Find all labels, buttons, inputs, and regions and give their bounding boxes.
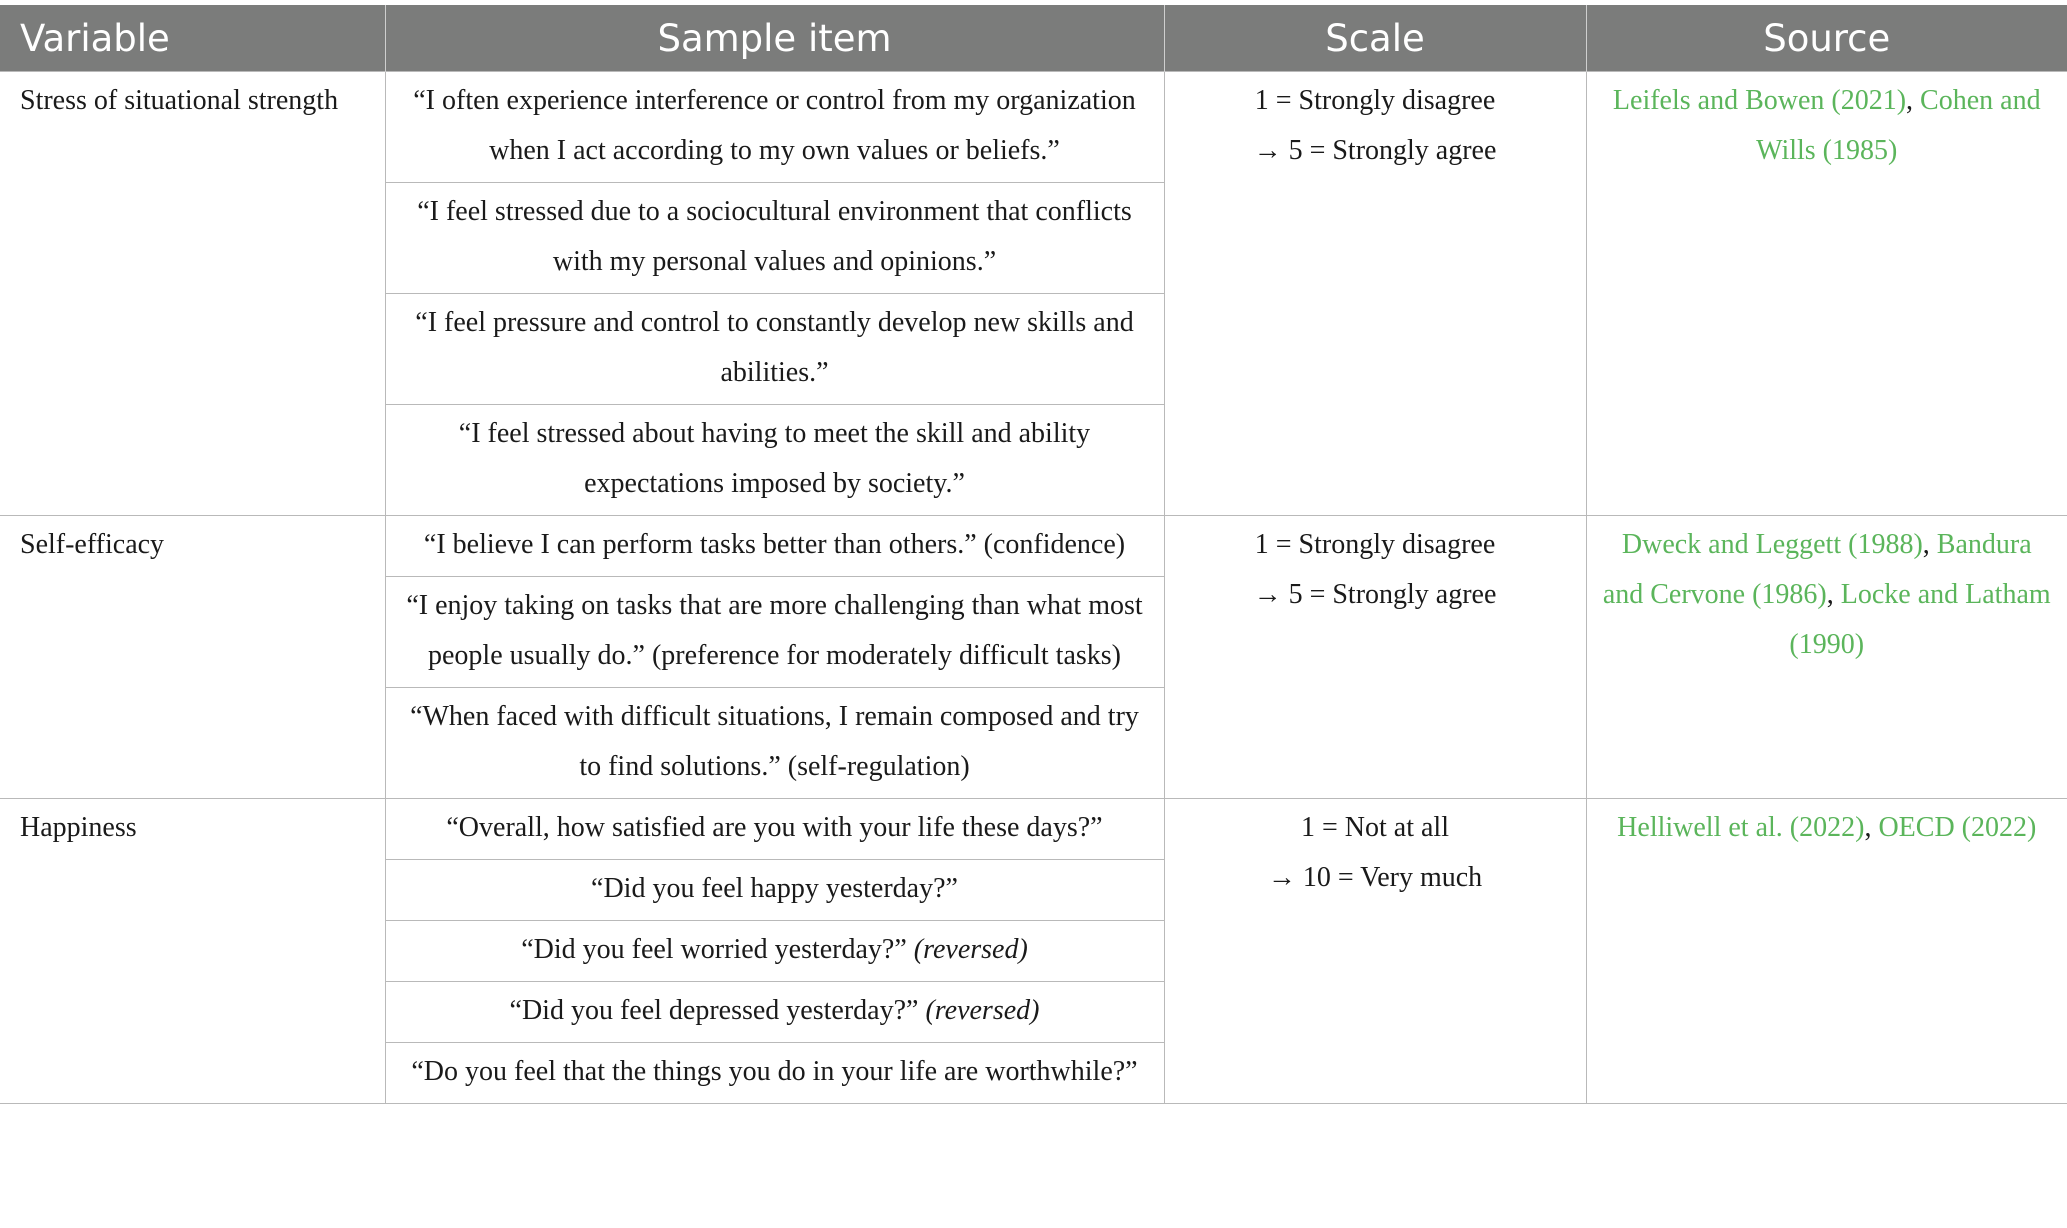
measures-table [0,5,2067,1104]
source-cell [1586,516,2067,799]
scale-cell [1164,72,1586,516]
header-source: Source [1586,5,2067,72]
source-cell [1586,799,2067,1104]
header-row [0,5,2067,72]
table-header [0,5,2067,72]
scale-min: 1 = Strongly disagree [1254,85,1496,116]
sample-item-text: “When faced with difficult situations, I remain composed and try to find solutions.” (self-regulation) [410,701,1139,782]
reference-link[interactable]: Helliwell et al. (2022) [1617,812,1865,843]
scale-max: → 10 = Very much [1267,862,1483,893]
reference-link[interactable]: Bandura and Cervone (1986) [1602,529,2032,610]
sample-item-cell [385,799,1164,860]
table-row [0,516,2067,577]
table-row [0,799,2067,860]
sample-item-cell [385,577,1164,688]
reversed-note: (reversed) [925,995,1040,1026]
sample-item-text: “I feel pressure and control to constantly develop new skills and abilities.” [415,307,1134,388]
sample-item-text: “Did you feel worried yesterday?” [521,934,907,965]
sample-item-cell [385,516,1164,577]
reference-link[interactable]: OECD (2022) [1878,812,2037,843]
scale-min: 1 = Not at all [1301,812,1449,843]
variable-cell: Stress of situational strength [0,72,385,516]
scale-max: → 5 = Strongly agree [1253,135,1497,166]
sample-item-text: “I feel stressed about having to meet the skill and ability expectations imposed by society.” [458,418,1091,499]
reference-separator: , [1906,85,1921,116]
sample-item-cell [385,688,1164,799]
sample-item-cell [385,860,1164,921]
reference-separator: , [1922,529,1937,560]
measures-table-container [0,5,2067,1104]
reference-separator: , [1864,812,1879,843]
table-row [0,72,2067,183]
reference-link[interactable]: Locke and Latham (1990) [1789,579,2051,660]
sample-item-cell [385,982,1164,1043]
sample-item-text: “Do you feel that the things you do in your life are worthwhile?” [411,1056,1138,1087]
header-sample-item: Sample item [385,5,1164,72]
variable-cell: Self-efficacy [0,516,385,799]
sample-item-text: “I believe I can perform tasks better than others.” (confidence) [423,529,1126,560]
scale-cell [1164,516,1586,799]
sample-item-cell [385,921,1164,982]
sample-item-cell [385,294,1164,405]
sample-item-cell [385,405,1164,516]
scale-min: 1 = Strongly disagree [1254,529,1496,560]
source-cell [1586,72,2067,516]
reference-separator: , [1826,579,1841,610]
scale-max: → 5 = Strongly agree [1253,579,1497,610]
header-variable: Variable [0,5,385,72]
sample-item-text: “Did you feel happy yesterday?” [591,873,958,904]
scale-cell [1164,799,1586,1104]
table-body [0,72,2067,1104]
reference-link[interactable]: Leifels and Bowen (2021) [1612,85,1907,116]
sample-item-text: “Did you feel depressed yesterday?” [509,995,919,1026]
sample-item-cell [385,1043,1164,1104]
reference-link[interactable]: Cohen and Wills (1985) [1756,85,2041,166]
reference-link[interactable]: Dweck and Leggett (1988) [1621,529,1923,560]
reversed-note: (reversed) [913,934,1028,965]
header-scale: Scale [1164,5,1586,72]
variable-cell: Happiness [0,799,385,1104]
sample-item-text: “I often experience interference or control from my organization when I act according to my own values or beliefs.” [413,85,1136,166]
sample-item-text: “I feel stressed due to a sociocultural environment that conflicts with my personal values and opinions.” [417,196,1132,277]
sample-item-text: “Overall, how satisfied are you with your life these days?” [446,812,1103,843]
sample-item-cell [385,72,1164,183]
sample-item-cell [385,183,1164,294]
sample-item-text: “I enjoy taking on tasks that are more challenging than what most people usually do.” (preference for moderately difficult tasks) [406,590,1143,671]
